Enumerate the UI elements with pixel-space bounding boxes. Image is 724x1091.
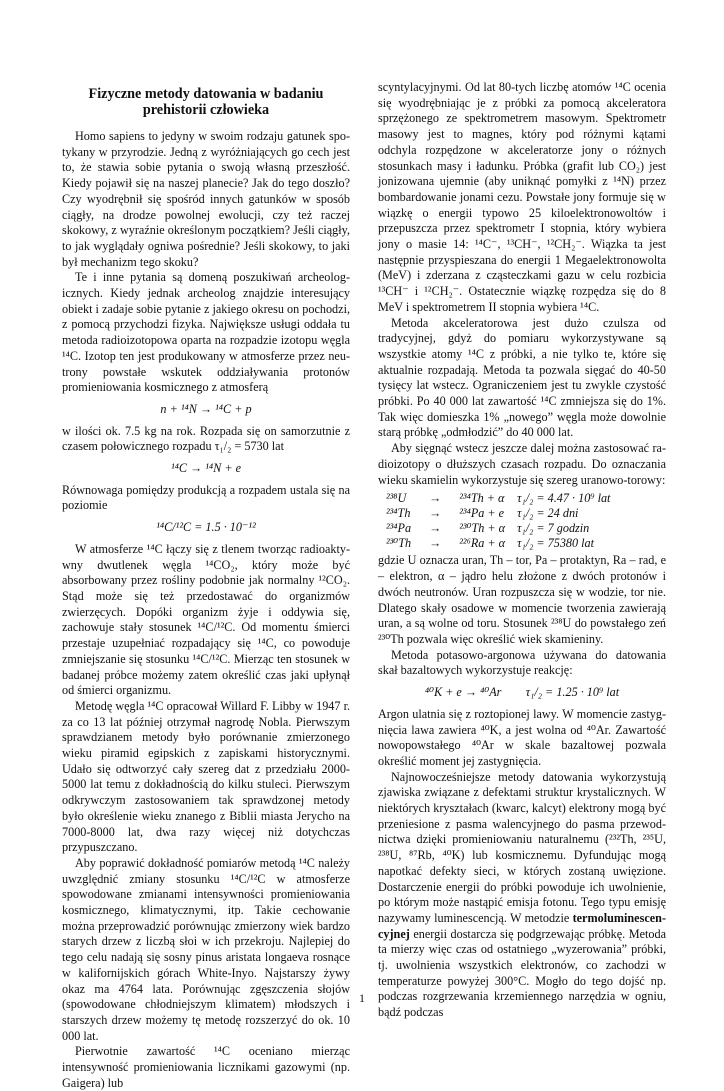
- decay-parent: ²³⁴Pa: [386, 520, 412, 535]
- article-title: Fizyczne metody datowania w badaniu prehistorii człowieka: [88, 86, 324, 118]
- equation-potassium-argon: ⁴⁰K + e → ⁴⁰Ar τ₁/₂ = 1.25 · 10⁹ lat: [424, 685, 620, 700]
- arrow: →: [429, 535, 442, 550]
- half-life: τ₁/₂ = 4.47 · 10⁹ lat: [517, 491, 611, 506]
- paragraph: Pierwotnie zawartość ¹⁴C oceniano mierząc intensywność promieniowania licznikami gazowymi (np. Gaigera) lub: [62, 1044, 350, 1090]
- paragraph: Aby poprawić dokładność pomiarów metodą ¹⁴C należy uwzględnić zmiany stosunku ¹⁴C/¹²C w atmosferze spowodowane zmianami intensywności promieniowania kosmicznego, klimatycznymi, itp. Takie cechowanie można przeprowadzić porównując zmierzony wiek bardzo starych drzew z liczbą słoi w ich przekroju. Najlepiej do tego celu nadają się sosny pinus aristata longaeva rosnące w kalifornijskich górach White-Inyo. Najstarszy żywy okaz ma 4764 lata. Porównując zgęszczenia słojów (spowodowane chłodniejszym klimatem) młodszych i starszych drzew możemy tę metodę rozszerzyć do ok. 10 000 lat.: [62, 855, 350, 1043]
- paragraph: Te i inne pytania są domeną poszukiwań archeologicznych. Kiedy jednak archeolog znajdzie interesujący obiekt i zadaje sobie pytanie z jakiego okresu on pochodzi, z pomocą przychodzi fizyka. Największe usługi oddała tu metoda radioizotopowa oparta na rozpadzie izotopu węgla ¹⁴C. Izotop ten jest produkowany w atmosferze przez neutrony powstałe wskutek oddziaływania protonów promieniowania kosmicznego z atmosferą: [62, 270, 350, 395]
- paragraph: [378, 770, 666, 1021]
- paragraph-text: Najnowocześniejsze metody datowania wykorzystują zjawiska związane z defektami struktur krystalicznych. W niektórych kryształach (kwarc, kalcyt) elektrony mogą być przeniesione z pasma walencyjnego do pasma przewodnictwa dzięki promieniowaniu naturalnemu (²³²Th, ²³⁵U, ²³⁸U, ⁸⁷Rb, ⁴⁰K) lub kosmicznemu. Dyfundując mogą napotkać defekty sieci, w których zostaną uwięzione. Dostarczenie energii do próbki powoduje ich uwolnienie, po którym może nastąpić emisja fotonu. Tego typu emisję nazywamy luminescencją. W metodzie: [378, 769, 666, 925]
- arrow: →: [429, 491, 442, 506]
- equation-production: n + ¹⁴N → ¹⁴C + p: [160, 401, 252, 416]
- decay-series-table: [380, 491, 616, 550]
- decay-parent: ²³⁴Th: [386, 506, 411, 521]
- paragraph: scyntylacyjnymi. Od lat 80-tych liczbę atomów ¹⁴C ocenia się wyodrębniając je z próbki za pomocą akceleratora sprzężonego ze spektrometrem masowym. Spektrometr masowy jest to magnes, który pod różnymi kątami odchyla rozpędzone w akceleratorze jony o różnych stosunkach masy i ładunku. Próbka (grafit lub CO₂) jest jonizowana ujemnie (aby uniknąć pomyłki z ¹⁴N) przez bombardowanie jonami cezu. Powstałe jony formuje się w wiązkę o energii typowo 25 kiloelektronowoltów i przepuszcza przez spektrometr I stopnia, który wybiera jony o masie 14: ¹⁴C⁻, ¹³CH⁻, ¹²CH₂⁻. Wiązka ta jest następnie przyspieszana do energii 1 Megaelektronowolta (MeV) i zderzana z cząsteczkami gazu w celu rozbicia ¹³CH⁻ i ¹²CH₂⁻. Ostatecznie wiązkę rozpędza się do 8 MeV i spektrometrem II stopnia wybiera ¹⁴C.: [378, 80, 666, 314]
- half-life: τ₁/₂ = 75380 lat: [517, 535, 595, 550]
- decay-row: [380, 521, 616, 536]
- paragraph: Równowaga pomiędzy produkcją a rozpadem ustala się na poziomie: [62, 482, 350, 513]
- decay-products: ²²⁶Ra + α: [459, 535, 506, 550]
- equation-ratio: ¹⁴C/¹²C = 1.5 · 10⁻¹²: [156, 520, 256, 535]
- half-life: τ₁/₂ = 24 dni: [517, 506, 579, 521]
- paragraph: Homo sapiens to jedyny w swoim rodzaju gatunek spotykany w przyrodzie. Jedną z wyróżniających go cech jest to, że stawia sobie pytania o swoją własną przeszłość. Kiedy pojawił się na naszej planecie? Jak do tego doszło? Czy wyodrębnił się spośród innych gatunków w sposób ciągły, na drodze powolnej ewolucji, czy też raczej skokowy, z wyraźnie określonym początkiem? Jeśli ciągły, to jak wyglądały ogniwa pośrednie? Jeśli skokowy, to jaki był mechanizm tego skoku?: [62, 129, 350, 269]
- decay-row: [380, 536, 616, 551]
- paragraph-text: energii dostarcza się podgrzewając próbkę. Metoda ta mierzy więc czas od ostatniego „wyzerowania” próbki, tj. uwolnienia wszystkich elektronów, co zachodzi w temperaturze powyżej 300°C. Mogło do tego dojść np. podczas rozgrzewania krzemiennego narzędzia w ogniu, bądź podczas: [378, 926, 666, 1020]
- decay-products: ²³⁴Th + α: [459, 491, 505, 506]
- bold-term: termoluminescencyjnej: [378, 910, 666, 941]
- equation-decay: ¹⁴C → ¹⁴N + e: [170, 461, 242, 476]
- left-column: [62, 80, 350, 1091]
- paragraph: W atmosferze ¹⁴C łączy się z tlenem tworząc radioaktywny dwutlenek węgla ¹⁴CO₂, który może być absorbowany przez rośliny podobnie jak normalny ¹²CO₂. Stąd może się też przedostawać do organizmów zwierzęcych. Dopóki organizm żyje i oddywia się, zachowuje stały stosunek ¹⁴C/¹²C. Od momentu śmierci przestaje uzupełniać rozpadający się ¹⁴C, co powoduje zmniejszanie się stosunku ¹⁴C/¹²C. Mierząc ten stosunek w badanej próbce możemy zatem określić czas jaki upłynął od śmierci organizmu.: [62, 541, 350, 698]
- paragraph: Metodę węgla ¹⁴C opracował Willard F. Libby w 1947 r. za co 13 lat później otrzymał nagrodę Nobla. Pierwszym sprawdzianem metody było porównanie zmierzonego wieku piramid egipskich z zapiskami historycznymi. Udało się odtworzyć cały szereg dat z przedziału 2000-5000 lat temu z dokładnością do kilku stuleci. Pierwszym odkrywczym zastosowaniem tak sprawdzonej metody było określenie wieku znanego z Biblii miasta Jerycho na 7000-8000 lat, dwa razy więcej niż dotychczas przypuszczano.: [62, 698, 350, 855]
- arrow: →: [429, 520, 442, 535]
- page-number: 1: [359, 991, 365, 1005]
- paragraph: Aby sięgnąć wstecz jeszcze dalej można zastosować radioizotopy o dłuższych czasach rozpadu. Do oznaczania wieku skamielin wykorzystuje się szereg uranowo-torowy:: [378, 441, 666, 487]
- arrow: →: [429, 506, 442, 521]
- decay-products: ²³⁰Th + α: [459, 520, 506, 535]
- decay-parent: ²³⁰Th: [386, 535, 412, 550]
- paragraph: gdzie U oznacza uran, Th – tor, Pa – protaktyn, Ra – rad, e – elektron, α – jądro helu złożone z dwóch protonów i dwóch neutronów. Uran rozpuszcza się w wodzie, tor nie. Dlatego skały osadowe w momencie tworzenia zawierają uran, a są wolne od toru. Stosunek ²³⁸U do powstałego zeń ²³⁰Th pozwala więc określić wiek skamieniny.: [378, 553, 666, 646]
- half-life: τ₁/₂ = 7 godzin: [517, 520, 590, 535]
- paragraph: Metoda akceleratorowa jest dużo czulsza od tradycyjnej, gdyż do pomiaru wykorzystywane są wszystkie atomy ¹⁴C z próbki, a nie tylko te, które się aktualnie rozpadają. Metoda ta pozwala sięgać do 40-50 tysięcy lat wstecz. Ograniczeniem jest tu zwykle czystość próbki. Po 40 000 lat zawartość ¹⁴C zmniejsza się do 1%. Tak więc domieszka 1% „nowego” węgla może dowolnie starą próbkę „odmłodzić” do 40 000 lat.: [378, 315, 666, 440]
- paragraph: Metoda potasowo-argonowa używana do datowania skał bazaltowych wykorzystuje reakcję:: [378, 647, 666, 678]
- right-column: [378, 80, 666, 1021]
- decay-products: ²³⁴Pa + e: [459, 506, 505, 521]
- paragraph: w ilości ok. 7.5 kg na rok. Rozpada się on samorzutnie z czasem połowicznego rozpadu τ₁/₂ = 5730 lat: [62, 423, 350, 454]
- decay-row: [380, 491, 616, 506]
- paragraph: Argon ulatnia się z roztopionej lawy. W momencie zastygnięcia lawa zawiera ⁴⁰K, a jest wolna od ⁴⁰Ar. Zawartość nowopowstałego ⁴⁰Ar w skale bazaltowej pozwala określić moment jej zastygnięcia.: [378, 706, 666, 768]
- decay-parent: ²³⁸U: [386, 491, 407, 506]
- decay-row: [380, 506, 616, 521]
